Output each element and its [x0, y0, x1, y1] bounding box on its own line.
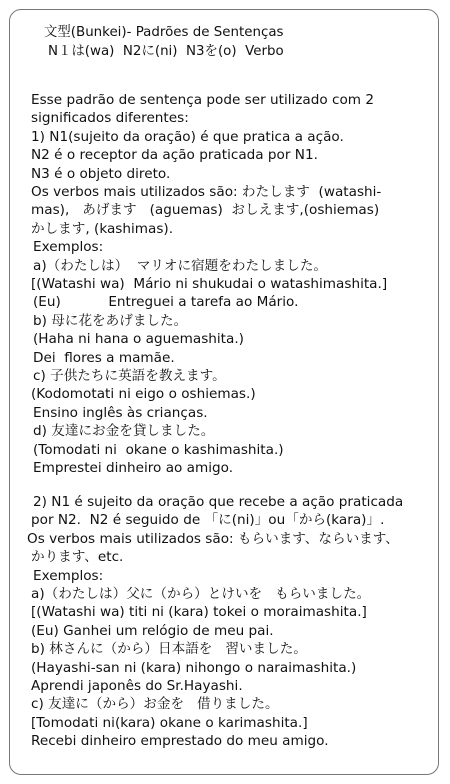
section1-line-8: かします, (kashimas).	[31, 220, 174, 237]
section2-line-5: Exemplos:	[33, 567, 104, 584]
title: 文型(Bunkei)- Padrões de Sentenças	[44, 25, 284, 40]
section1-line-3: 1) N1(sujeito da oração) é que pratica a ação.	[31, 128, 344, 145]
section2-line-10: (Hayashi-san ni (kara) nihongo o naraimashita.)	[31, 659, 357, 676]
section2-line-2: por N2. N2 é seguido de 「に(ni)」ou「から(kara)」.	[31, 512, 385, 529]
section1-line-9: Exemplos:	[33, 239, 104, 256]
section2-line-9: b) 林さんに（から）日本語を 習いました。	[31, 641, 307, 658]
section2-line-3: Os verbos mais utilizados são: もらいます、ならいます、	[27, 530, 399, 547]
section2-line-11: Aprendi japonês do Sr.Hayashi.	[31, 678, 243, 694]
section1-line-21: Emprestei dinheiro ao amigo.	[33, 460, 234, 476]
section2-line-8: (Eu) Ganhei um relógio de meu pai.	[31, 622, 274, 639]
section2-line-12: c) 友達に（から）お金を 借りました。	[31, 696, 279, 713]
section1-line-13: b) 母に花をあげました。	[33, 312, 188, 329]
section1-line-15: Dei flores a mamãe.	[33, 349, 175, 366]
section1-line-14: (Haha ni hana o aguemashita.)	[33, 331, 244, 348]
section1-line-19: d) 友達にお金を貸しました。	[33, 423, 215, 440]
section1-line-16: c) 子供たちに英語を教えます。	[33, 368, 226, 384]
section1-line-4: N2 é o receptor da ação praticada por N1.	[31, 147, 318, 164]
section2-line-4: かります、etc.	[31, 549, 124, 566]
section1-line-11: [(Watashi wa) Mário ni shukudai o watashimashita.]	[31, 276, 388, 292]
section1-line-1: Esse padrão de sentença pode ser utilizado com 2	[31, 92, 375, 108]
section1-line-6: Os verbos mais utilizados são: わたします (watashi-	[31, 184, 382, 200]
section2-line-6: a)（わたしは）父に（から）とけいを もらいました。	[31, 586, 371, 602]
section1-line-12: (Eu) Entreguei a tarefa ao Mário.	[33, 294, 299, 311]
section1-line-2: significados diferentes:	[31, 110, 189, 127]
section1-line-10: a)（わたしは） マリオに宿題をわたしました。	[33, 257, 328, 274]
section1-line-18: Ensino inglês às crianças.	[33, 404, 208, 421]
section2-line-7: [(Watashi wa) titi ni (kara) tokei o moraimashita.]	[31, 604, 367, 621]
section1-line-7: mas), あげます (aguemas) おしえます,(oshiemas)	[31, 202, 380, 219]
section1-line-5: N3 é o objeto direto.	[31, 165, 171, 182]
section1-line-20: (Tomodati ni okane o kashimashita.)	[33, 441, 284, 458]
section2-line-13: [Tomodati ni(kara) okane o karimashita.]	[31, 714, 308, 731]
section1-line-17: (Kodomotati ni eigo o oshiemas.)	[31, 386, 256, 403]
section2-line-14: Recebi dinheiro emprestado do meu amigo.	[31, 733, 329, 750]
sentence-pattern: N１は(wa) N2に(ni) N3を(o) Verbo	[48, 44, 284, 59]
section2-line-1: 2) N1 é sujeito da oração que recebe a ação praticada	[33, 494, 404, 510]
